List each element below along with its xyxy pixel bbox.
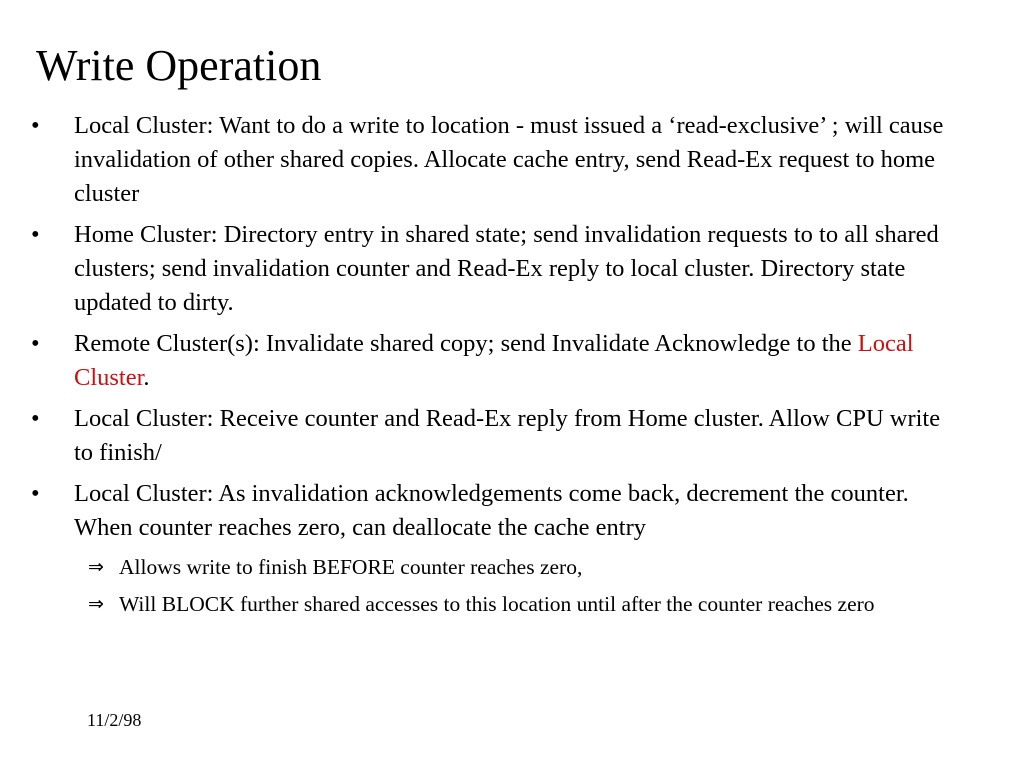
bullet-marker: • bbox=[31, 112, 40, 139]
highlight-local-cluster: Local Cluster bbox=[74, 330, 914, 391]
bullet-text: Remote Cluster(s): Invalidate shared copy; send Invalidate Acknowledge to the bbox=[74, 330, 858, 357]
bullet-local-cluster-write bbox=[0, 109, 964, 211]
bullet-marker: • bbox=[31, 480, 40, 507]
sub-item-text: Will BLOCK further shared accesses to this location until after the counter reaches zero bbox=[119, 592, 875, 616]
bullet-remote-cluster bbox=[0, 327, 964, 395]
bullet-text: Local Cluster: Want to do a write to location - must issued a ‘read-exclusive’ ; will cause invalidation of other shared copies. Allocate cache entry, send Read-Ex request to home cluster bbox=[74, 112, 944, 207]
bullet-text: Home Cluster: Directory entry in shared state; send invalidation requests to to all shared clusters; send invalidation counter and Read-Ex reply to local cluster. Directory state updated to dirty. bbox=[74, 221, 939, 316]
bullet-local-cluster-ack bbox=[0, 477, 964, 545]
slide-title: Write Operation bbox=[36, 41, 322, 90]
sub-item-block-access bbox=[0, 589, 909, 620]
bullet-marker: • bbox=[31, 330, 40, 357]
footer-date: 11/2/98 bbox=[87, 710, 142, 730]
bullet-text-end: . bbox=[143, 364, 150, 391]
implies-arrow-icon: ⇒ bbox=[88, 593, 104, 615]
bullet-marker: • bbox=[31, 405, 40, 432]
bullet-marker: • bbox=[31, 221, 40, 248]
implies-arrow-icon: ⇒ bbox=[88, 556, 104, 578]
bullet-list bbox=[0, 109, 1024, 552]
bullet-text: Local Cluster: As invalidation acknowledgements come back, decrement the counter. When counter reaches zero, can deallocate the cache entry bbox=[74, 480, 909, 541]
bullet-local-cluster-receive bbox=[0, 402, 964, 470]
bullet-text: Local Cluster: Receive counter and Read-Ex reply from Home cluster. Allow CPU write to finish/ bbox=[74, 405, 941, 466]
sub-bullet-list bbox=[0, 552, 1024, 626]
sub-item-text: Allows write to finish BEFORE counter reaches zero, bbox=[119, 555, 583, 579]
sub-item-allow-write bbox=[0, 552, 909, 583]
bullet-home-cluster bbox=[0, 218, 964, 320]
